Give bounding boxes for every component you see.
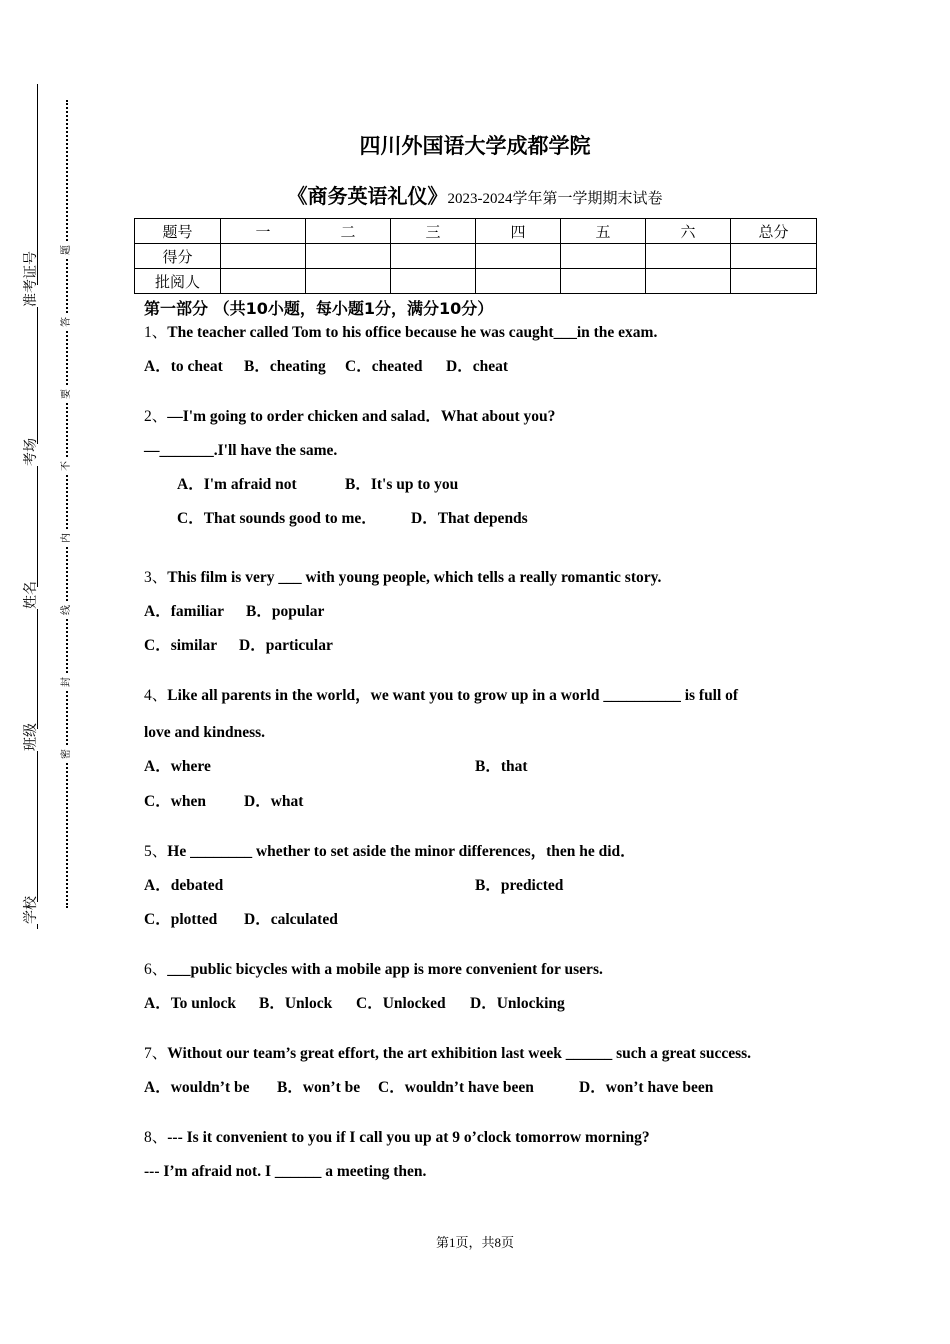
grader-cell (731, 269, 817, 294)
grader-cell (476, 269, 561, 294)
option: A．familiar (144, 603, 225, 620)
header-cell: 二 (306, 219, 391, 244)
option: B．won’t be (277, 1079, 361, 1096)
question-stem (144, 1044, 751, 1064)
page-footer: 第1页，共8页 (435, 1235, 514, 1250)
option: D．cheat (446, 358, 508, 375)
grader-cell (561, 269, 646, 294)
name-label: 姓名 (23, 581, 39, 609)
header-cell: 三 (391, 219, 476, 244)
question-number: 8、 (144, 1129, 168, 1146)
term-label: 2023-2024学年第一学期期末试卷 (447, 191, 663, 207)
question-stem (144, 323, 657, 343)
score-cell (646, 244, 731, 269)
header-cell: 六 (646, 219, 731, 244)
row-label: 得分 (135, 244, 221, 269)
exam-subtitle (0, 180, 950, 209)
option: C．similar (144, 637, 218, 654)
question-stem (144, 1128, 650, 1148)
course-name: 《商务英语礼仪》 (287, 184, 448, 208)
seal-char: 线 (61, 605, 72, 615)
question-text: He ________ whether to set aside the minor differences，then he did． (167, 843, 636, 860)
option: C．when (144, 793, 207, 810)
score-cell (391, 244, 476, 269)
score-header-row (135, 219, 817, 244)
question-stem (144, 960, 603, 980)
question-text: This film is very ___ with young people, which tells a really romantic story. (167, 569, 662, 586)
grader-cell (646, 269, 731, 294)
option: A．To unlock (144, 995, 237, 1012)
exam-room-label: 考场 (23, 438, 39, 466)
option: C．cheated (345, 358, 423, 375)
option: D．won’t have been (579, 1079, 714, 1096)
seal-char: 题 (61, 245, 72, 255)
question-text: —I'm going to order chicken and salad．What about you? (167, 408, 556, 425)
option: A．debated (144, 877, 224, 894)
seal-dotted-line (66, 100, 68, 908)
option: D．Unlocking (470, 995, 565, 1012)
grader-cell (221, 269, 306, 294)
exam-number-label: 准考证号 (23, 251, 39, 307)
seal-char: 封 (61, 677, 72, 687)
row-label: 批阅人 (135, 269, 221, 294)
score-cell (731, 244, 817, 269)
question-text: --- Is it convenient to you if I call you up at 9 o’clock tomorrow morning? (167, 1129, 650, 1146)
seal-char: 答 (61, 317, 72, 327)
score-cell (561, 244, 646, 269)
question-text: The teacher called Tom to his office because he was caught___in the exam. (167, 324, 658, 341)
header-cell: 题号 (135, 219, 221, 244)
score-cell (221, 244, 306, 269)
school-title: 四川外国语大学成都学院 (359, 134, 591, 158)
grader-cell (391, 269, 476, 294)
question-stem (144, 686, 738, 706)
score-cell (476, 244, 561, 269)
option: A．wouldn’t be (144, 1079, 250, 1096)
option: B．that (475, 758, 528, 775)
question-text: ___public bicycles with a mobile app is more convenient for users. (167, 961, 603, 978)
option: D．calculated (244, 911, 338, 928)
binding-line (37, 84, 38, 929)
option: A．I'm afraid not (177, 476, 297, 493)
header-cell: 四 (476, 219, 561, 244)
score-cell (306, 244, 391, 269)
option: B．Unlock (259, 995, 333, 1012)
option: D．particular (239, 637, 333, 654)
option: B．popular (246, 603, 325, 620)
option: B．It's up to you (345, 476, 459, 493)
question-number: 3、 (144, 569, 168, 586)
question-text-line2: love and kindness. (144, 724, 266, 741)
option: C．wouldn’t have been (378, 1079, 534, 1096)
question-stem (144, 407, 555, 427)
seal-char: 密 (61, 749, 72, 759)
grader-row (135, 269, 817, 294)
score-table (134, 218, 817, 294)
question-stem (144, 568, 661, 588)
header-cell: 五 (561, 219, 646, 244)
question-text-line2: --- I’m afraid not. I ______ a meeting then. (144, 1163, 427, 1180)
option: A．to cheat (144, 358, 223, 375)
option: C．Unlocked (356, 995, 446, 1012)
option: C．plotted (144, 911, 218, 928)
seal-char: 不 (61, 461, 72, 471)
option: D．what (244, 793, 304, 810)
option: B．predicted (475, 877, 564, 894)
seal-char: 内 (61, 533, 72, 543)
question-number: 5、 (144, 843, 168, 860)
question-text: Without our team’s great effort, the art exhibition last week ______ such a great success. (167, 1045, 752, 1062)
question-number: 7、 (144, 1045, 168, 1062)
question-number: 6、 (144, 961, 168, 978)
question-number: 2、 (144, 408, 168, 425)
score-row (135, 244, 817, 269)
header-cell: 总分 (731, 219, 817, 244)
option: D．That depends (411, 510, 528, 527)
school-label: 学校 (23, 896, 39, 924)
question-number: 1、 (144, 324, 168, 341)
question-text-line2: —_______.I'll have the same. (144, 442, 338, 459)
question-number: 4、 (144, 687, 168, 704)
option: A．where (144, 758, 211, 775)
section-title: 第一部分 （共10小题，每小题1分，满分10分） (144, 299, 494, 318)
option: B．cheating (244, 358, 326, 375)
header-cell: 一 (221, 219, 306, 244)
question-stem (144, 842, 636, 862)
seal-char: 要 (61, 389, 72, 399)
class-label: 班级 (23, 723, 39, 751)
question-text: Like all parents in the world，we want you to grow up in a world __________ is full of (167, 687, 739, 704)
grader-cell (306, 269, 391, 294)
option: C．That sounds good to me． (177, 510, 377, 527)
